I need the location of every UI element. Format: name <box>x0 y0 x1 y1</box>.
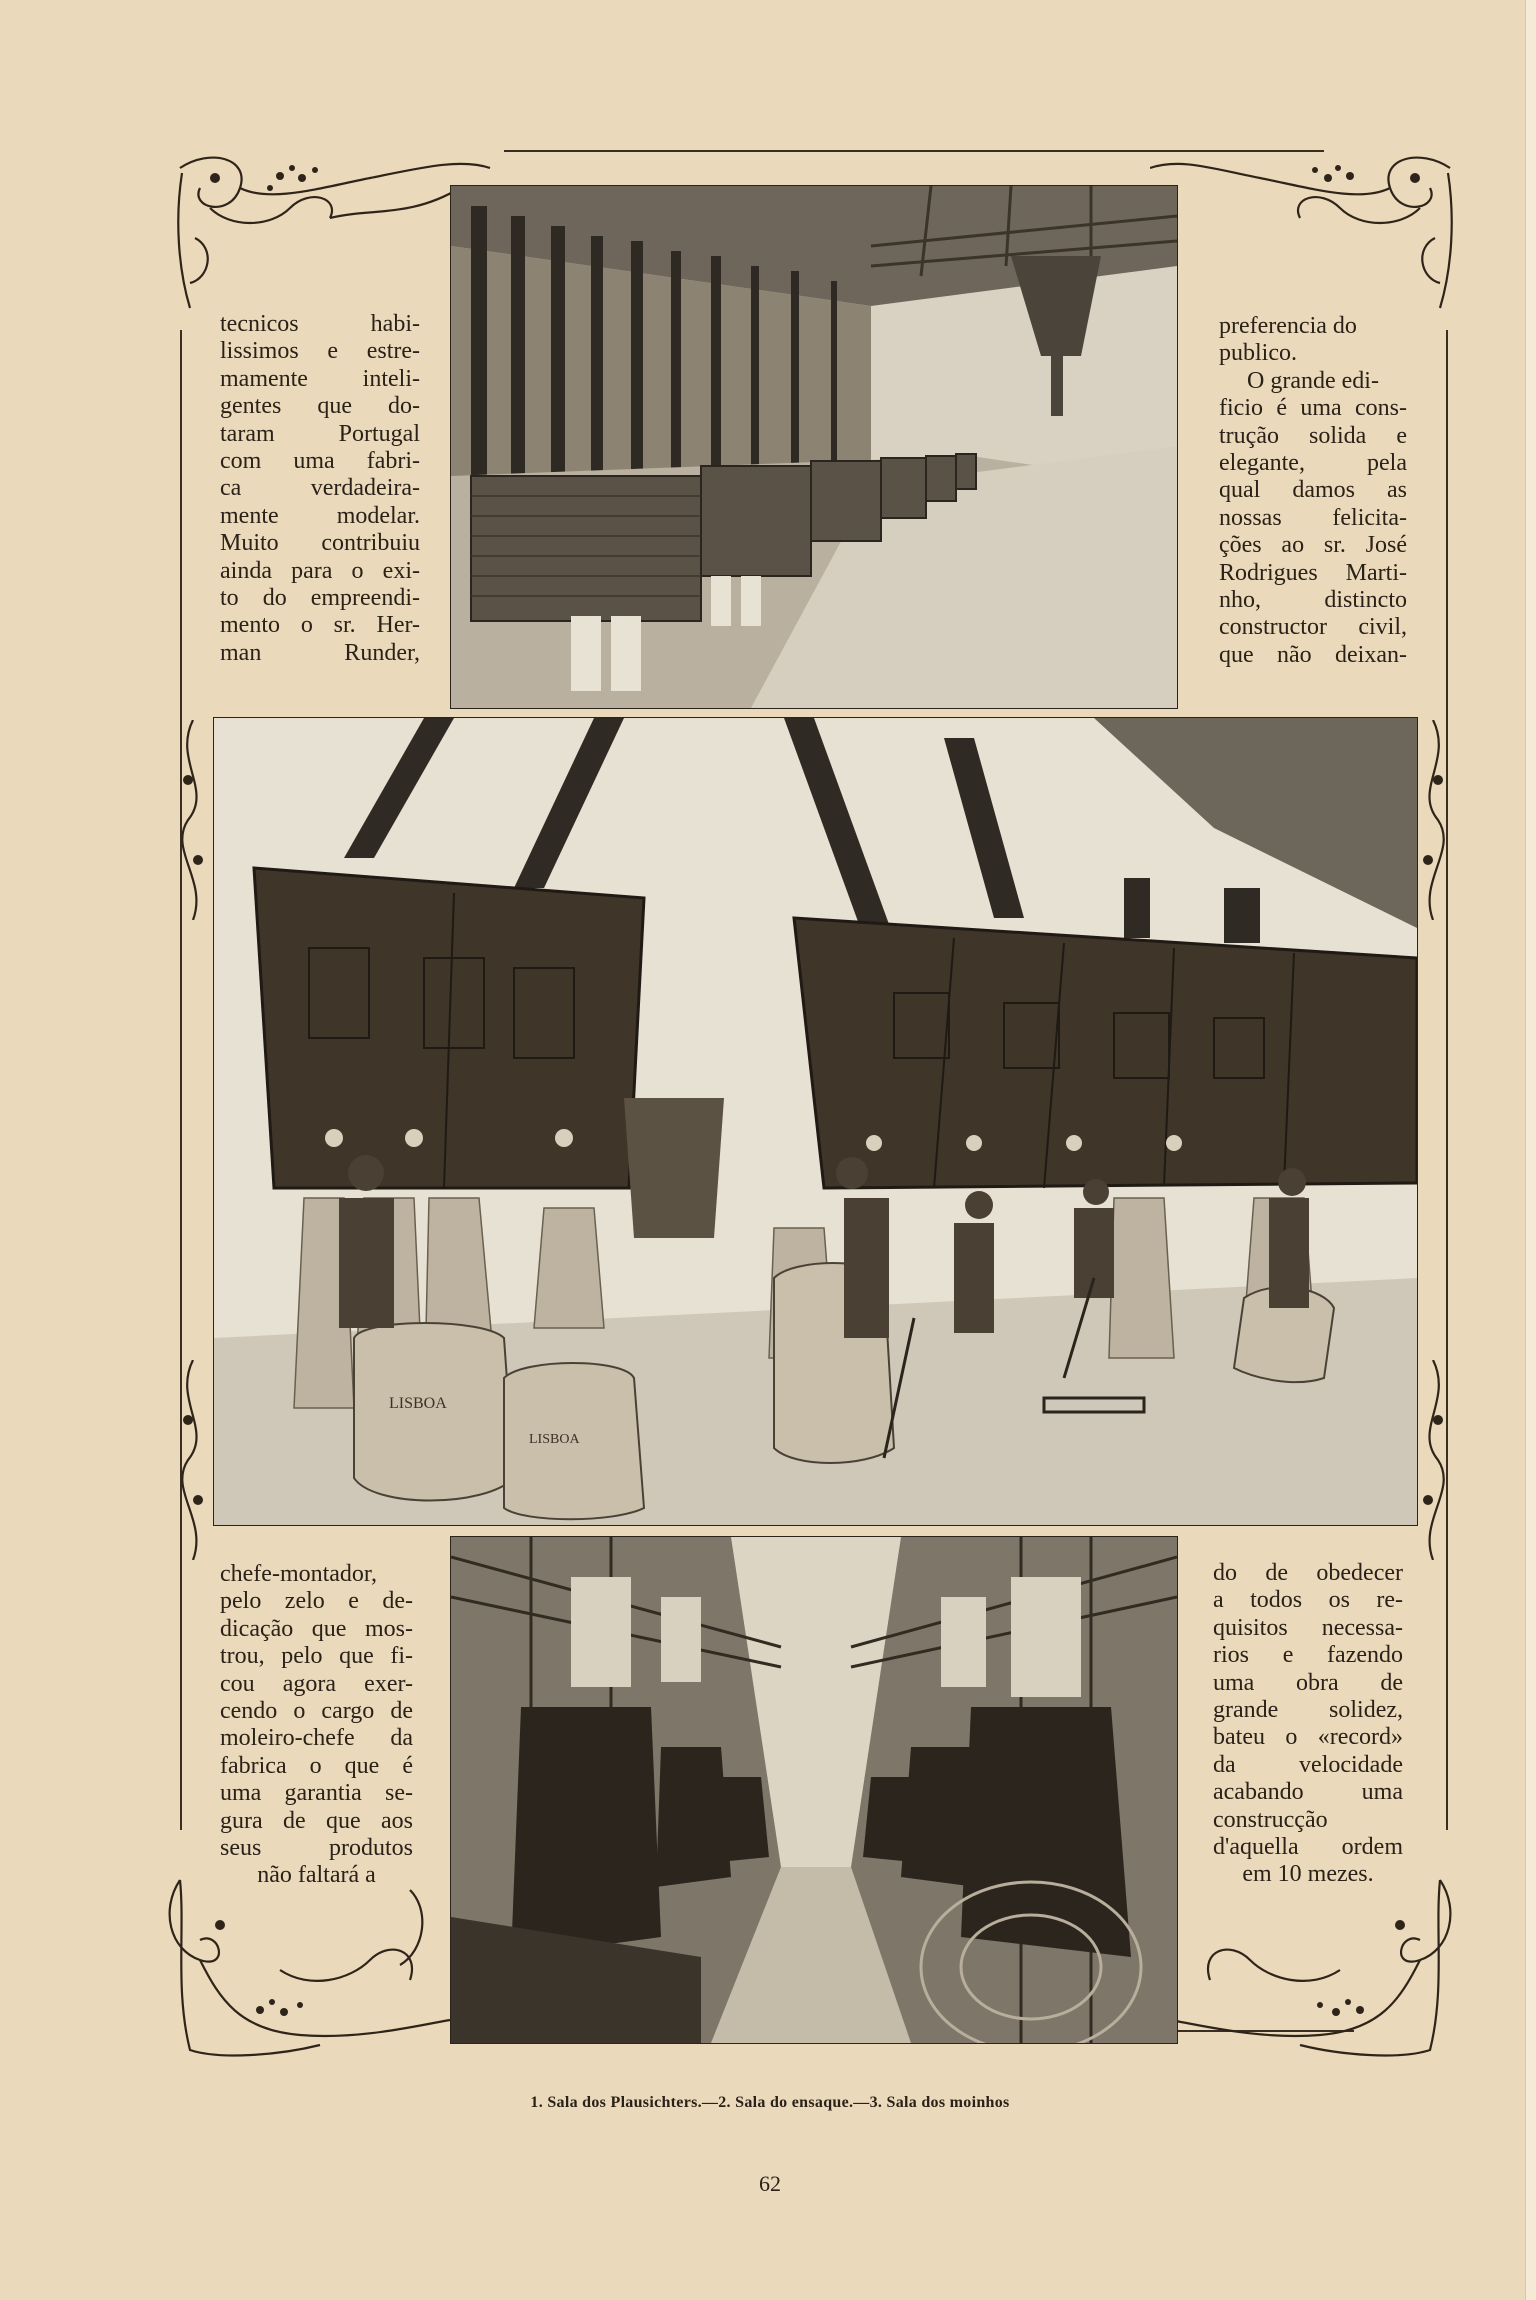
text-line: grande solidez, <box>1213 1697 1403 1724</box>
side-ornament-left-1 <box>168 720 218 920</box>
text-line: to do empreendi- <box>220 585 420 612</box>
text-line: rios e fazendo <box>1213 1642 1403 1669</box>
text-line: gentes que do- <box>220 393 420 420</box>
corner-ornament-bottom-left <box>160 1870 460 2070</box>
text-line: mento o sr. Her- <box>220 612 420 639</box>
text-line: da velocidade <box>1213 1751 1403 1778</box>
text-line: pelo zelo e de- <box>220 1588 413 1615</box>
text-line: cendo o cargo de <box>220 1698 413 1725</box>
text-line: man Runder, <box>220 639 420 666</box>
text-line: constructor civil, <box>1219 614 1407 641</box>
text-line: ca verdadeira- <box>220 475 420 502</box>
text-line: publico. <box>1219 340 1297 367</box>
text-column-bottom-right <box>1213 1560 1403 1889</box>
text-column-top-left <box>220 311 420 667</box>
text-line: taram Portugal <box>220 420 420 447</box>
page-number: 62 <box>759 2171 781 2196</box>
side-ornament-left-2 <box>168 1360 218 1560</box>
text-line: lissimos e estre- <box>220 338 420 365</box>
text-line: d'aquella ordem <box>1213 1834 1403 1861</box>
text-line: em 10 mezes. <box>1242 1861 1374 1888</box>
text-line: ainda para o exi- <box>220 557 420 584</box>
photo-sala-ensaque <box>213 717 1418 1526</box>
text-line: dicação que mos- <box>220 1615 413 1642</box>
text-line: mamente inteli- <box>220 365 420 392</box>
text-line: tecnicos habi- <box>220 311 420 337</box>
text-line: acabando uma <box>1213 1779 1403 1806</box>
text-line: gura de que aos <box>220 1807 413 1834</box>
text-line: elegante, pela <box>1219 450 1407 477</box>
text-line: cou agora exer- <box>220 1670 413 1697</box>
svg-text:LISBOA: LISBOA <box>389 1395 447 1412</box>
text-line: a todos os re- <box>1213 1587 1403 1614</box>
corner-ornament-top-right <box>1150 148 1460 328</box>
photo-sala-plausichters <box>450 185 1178 709</box>
text-line: quisitos necessa- <box>1213 1614 1403 1641</box>
text-line: seus produtos <box>220 1835 413 1862</box>
text-line: ficio é uma cons- <box>1219 395 1407 422</box>
figure-caption: 1. Sala dos Plausichters.—2. Sala do ensaque.—3. Sala dos moinhos <box>530 2094 1010 2111</box>
svg-text:LISBOA: LISBOA <box>529 1432 580 1447</box>
text-line: com uma fabri- <box>220 448 420 475</box>
text-line: mente modelar. <box>220 502 420 529</box>
text-line: que não deixan- <box>1219 641 1407 668</box>
text-line: chefe-montador, <box>220 1561 377 1587</box>
text-line: uma garantia se- <box>220 1780 413 1807</box>
text-column-top-right <box>1219 313 1407 669</box>
page-edge <box>1525 0 1536 2300</box>
text-line: trução solida e <box>1219 422 1407 449</box>
corner-ornament-bottom-right <box>1160 1870 1460 2070</box>
photo-sala-moinhos <box>450 1536 1178 2044</box>
text-line: não faltará a <box>257 1862 376 1889</box>
text-line: Muito contribuiu <box>220 530 420 557</box>
text-line: O grande edi- <box>1247 367 1379 394</box>
text-line: trou, pelo que fi- <box>220 1643 413 1670</box>
text-line: fabrica o que é <box>220 1752 413 1779</box>
text-line: preferencia do <box>1219 313 1357 339</box>
text-line: nho, distincto <box>1219 587 1407 614</box>
text-line: do de obedecer <box>1213 1560 1403 1586</box>
text-line: Rodrigues Marti- <box>1219 559 1407 586</box>
text-line: qual damos as <box>1219 477 1407 504</box>
text-line: nossas felicita- <box>1219 504 1407 531</box>
text-line: uma obra de <box>1213 1669 1403 1696</box>
text-line: ções ao sr. José <box>1219 532 1407 559</box>
text-line: construcção <box>1213 1806 1328 1833</box>
text-column-bottom-left <box>220 1561 413 1890</box>
text-line: moleiro-chefe da <box>220 1725 413 1752</box>
text-line: bateu o «record» <box>1213 1724 1403 1751</box>
